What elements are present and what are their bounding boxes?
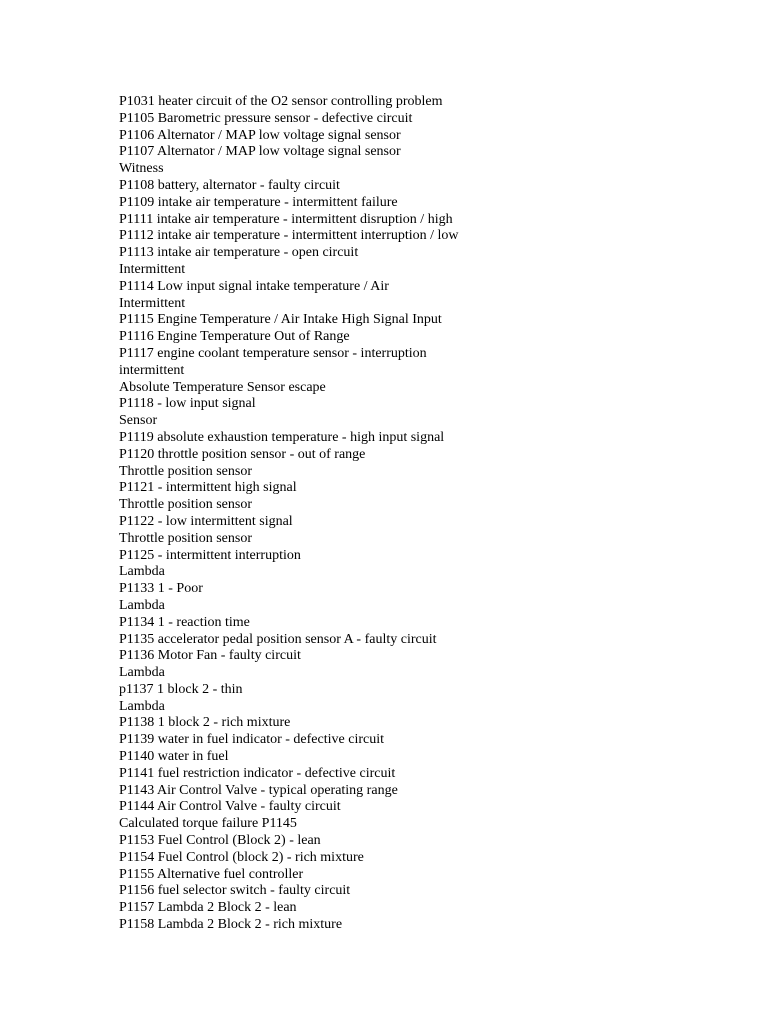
text-line: P1153 Fuel Control (Block 2) - lean <box>119 833 321 849</box>
text-line: P1154 Fuel Control (block 2) - rich mixture <box>119 849 364 865</box>
text-line: P1106 Alternator / MAP low voltage signal sensor <box>119 127 401 143</box>
text-line: Throttle position sensor <box>119 530 252 546</box>
text-line: P1120 throttle position sensor - out of range <box>119 446 366 462</box>
text-line: P1134 1 - reaction time <box>119 614 250 630</box>
text-line: Calculated torque failure P1145 <box>119 816 297 832</box>
text-line: P1111 intake air temperature - intermittent disruption / high <box>119 211 453 227</box>
text-line: Lambda <box>119 564 165 580</box>
text-line: P1144 Air Control Valve - faulty circuit <box>119 799 341 815</box>
text-line: P1116 Engine Temperature Out of Range <box>119 329 350 345</box>
text-line: P1113 intake air temperature - open circuit <box>119 245 359 261</box>
text-line: P1112 intake air temperature - intermittent interruption / low <box>119 228 459 244</box>
text-line: P1105 Barometric pressure sensor - defective circuit <box>119 110 413 126</box>
text-line: P1121 - intermittent high signal <box>119 480 297 496</box>
text-line: P1118 - low input signal <box>119 396 256 412</box>
text-line: P1122 - low intermittent signal <box>119 513 293 529</box>
text-line: P1133 1 - Poor <box>119 581 203 597</box>
text-line: P1156 fuel selector switch - faulty circuit <box>119 883 351 899</box>
text-line: Witness <box>119 161 164 177</box>
dtc-code-list <box>119 94 719 934</box>
text-line: intermittent <box>119 362 185 378</box>
text-line: P1157 Lambda 2 Block 2 - lean <box>119 900 297 916</box>
text-line: P1135 accelerator pedal position sensor A - faulty circuit <box>119 631 437 647</box>
text-line: P1136 Motor Fan - faulty circuit <box>119 648 301 664</box>
text-line: Sensor <box>119 413 158 429</box>
text-line: Lambda <box>119 665 165 681</box>
text-line: P1117 engine coolant temperature sensor - interruption <box>119 345 427 361</box>
text-line: P1031 heater circuit of the O2 sensor controlling problem <box>119 94 443 109</box>
text-line: P1107 Alternator / MAP low voltage signal sensor <box>119 144 401 160</box>
text-line: P1143 Air Control Valve - typical operating range <box>119 782 398 798</box>
text-line: P1139 water in fuel indicator - defective circuit <box>119 732 384 748</box>
text-line: P1125 - intermittent interruption <box>119 547 301 563</box>
text-line: Absolute Temperature Sensor escape <box>119 379 326 395</box>
text-line: Throttle position sensor <box>119 497 252 513</box>
text-line: P1155 Alternative fuel controller <box>119 866 304 882</box>
text-line: P1114 Low input signal intake temperature / Air <box>119 278 389 294</box>
text-line: P1119 absolute exhaustion temperature - high input signal <box>119 429 445 445</box>
text-line: P1141 fuel restriction indicator - defective circuit <box>119 765 396 781</box>
text-line: Lambda <box>119 597 165 613</box>
text-line: P1115 Engine Temperature / Air Intake High Signal Input <box>119 312 442 328</box>
text-line: Throttle position sensor <box>119 463 252 479</box>
text-line: P1109 intake air temperature - intermittent failure <box>119 194 398 210</box>
text-line: P1158 Lambda 2 Block 2 - rich mixture <box>119 917 343 933</box>
text-line: P1140 water in fuel <box>119 749 229 765</box>
text-line: Lambda <box>119 698 165 714</box>
text-line: Intermittent <box>119 261 186 277</box>
text-line: P1108 battery, alternator - faulty circuit <box>119 177 340 193</box>
text-line: p1137 1 block 2 - thin <box>119 681 243 697</box>
text-line: P1138 1 block 2 - rich mixture <box>119 715 291 731</box>
text-line: Intermittent <box>119 295 186 311</box>
